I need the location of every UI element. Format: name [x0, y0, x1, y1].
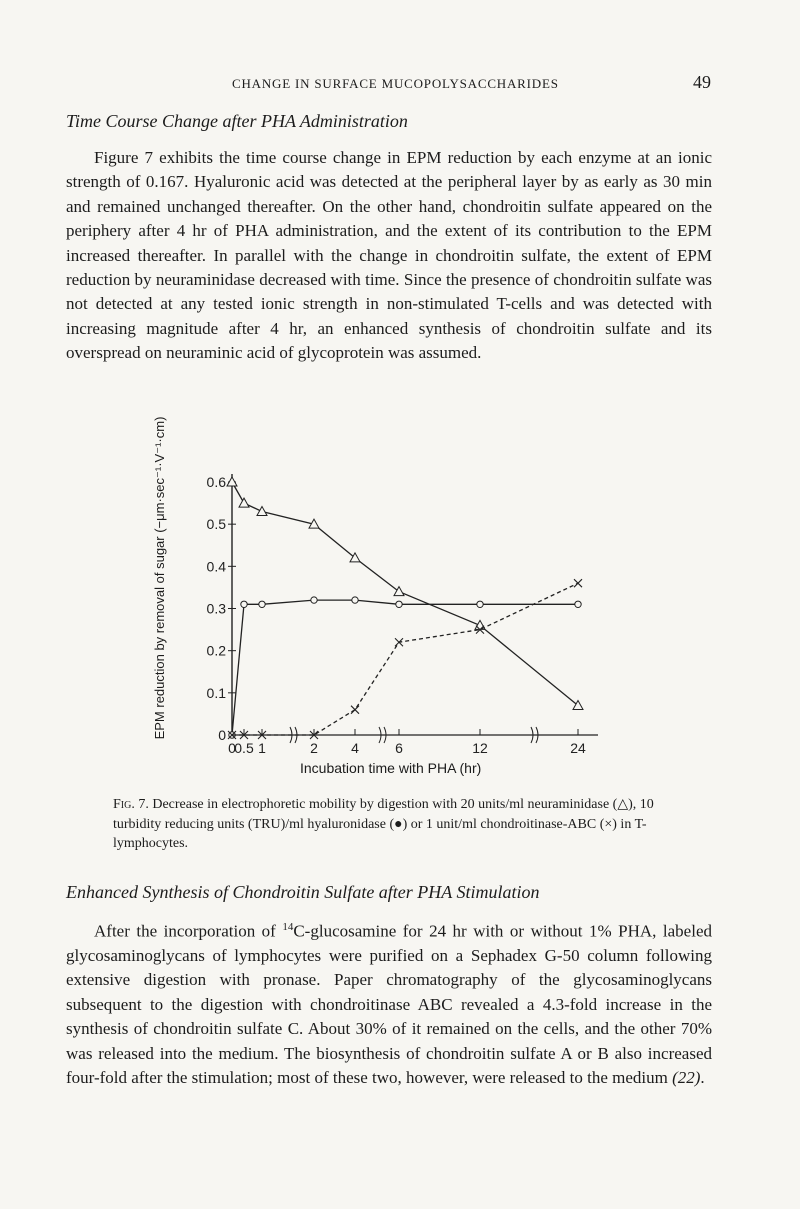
y-tick-label: 0.1 [206, 684, 226, 701]
data-point-circle [352, 597, 358, 603]
page-number: 49 [693, 72, 711, 92]
series-line-circle [232, 600, 578, 735]
series-line-triangle [232, 482, 578, 706]
x-tick-label: 0 [228, 740, 236, 756]
data-point-circle [477, 601, 483, 607]
y-tick-label: 0.6 [206, 474, 226, 490]
paragraph-text-start: After the incorporation of [94, 921, 283, 941]
data-point-circle [259, 601, 265, 607]
x-axis-label: Incubation time with PHA (hr) [300, 760, 482, 776]
data-point-triangle [239, 498, 249, 507]
figure-caption [113, 795, 675, 854]
isotope-superscript: 14 [282, 921, 294, 933]
x-tick-label: 12 [472, 740, 488, 756]
paragraph-enhanced-synthesis [66, 915, 712, 1091]
data-point-triangle [394, 587, 404, 596]
y-tick-label: 0.2 [206, 642, 226, 659]
y-tick-label: 0 [218, 727, 226, 743]
data-point-circle [575, 601, 581, 607]
series-line-cross [232, 583, 578, 735]
x-tick-label: 6 [395, 740, 403, 756]
y-tick-label: 0.3 [206, 600, 226, 617]
data-point-circle [396, 601, 402, 607]
y-tick-label: 0.5 [206, 516, 226, 533]
data-point-cross [574, 579, 582, 587]
data-point-triangle [257, 507, 267, 516]
running-head: CHANGE IN SURFACE MUCOPOLYSACCHARIDES [232, 76, 559, 91]
figure-label: Fig. 7. [113, 797, 149, 812]
citation: (22) [672, 1068, 701, 1088]
caption-text: Decrease in electrophoretic mobility by digestion with 20 units/ml neuraminidase (△), 10 turbidity reducing units (TRU)/ml hyaluronidase (●) or 1 unit/ml chondroitinase-ABC (×) in T-lymphocytes. [113, 797, 654, 851]
data-point-circle [241, 601, 247, 607]
x-tick-label: 0.5 [234, 740, 254, 756]
y-axis-label: EPM reduction by removal of sugar (−μm·sec⁻¹·V⁻¹·cm) [152, 416, 167, 740]
x-tick-label: 24 [570, 740, 586, 756]
paragraph-text: Figure 7 exhibits the time course change in EPM reduction by each enzyme at an ionic strength of 0.167. Hyaluronic acid was detected at the peripheral layer by as early as 30 min and remained unchanged thereafter. On the other hand, chondroitin sulfate appeared on the periphery after 4 hr of PHA administration, and the extent of its contribution to the EPM increased thereafter. In parallel with the change in chondroitin sulfate, the extent of EPM reduction by neuraminidase decreased with time. Since the presence of chondroitin sulfate was not detected at any tested ionic strength in non-stimulated T-cells and was detected with increasing magnitude after 4 hr, an enhanced synthesis of chondroitin sulfate and its overspread on neuraminic acid of glycoprotein was assumed. [66, 148, 712, 363]
section-heading-time-course: Time Course Change after PHA Administration [66, 111, 408, 131]
data-point-circle [311, 597, 317, 603]
paragraph-text-body: C-glucosamine for 24 hr with or without 1% PHA, labeled glycosaminoglycans of lymphocytes were purified on a Sephadex G-50 column following extensive digestion with pronase. Paper chromatography of the glycosaminoglycans subsequent to the digestion with chondroitinase ABC revealed a 4.3-fold increase in the synthesis of chondroitin sulfate C. About 30% of it remained on the cells, and the other 70% was released into the medium. The biosynthesis of chondroitin sulfate A or B also increased four-fold after the stimulation; most of these two, however, were released to the medium [66, 921, 712, 1088]
x-tick-label: 4 [351, 740, 359, 756]
data-point-cross [351, 706, 359, 714]
x-tick-label: 2 [310, 740, 318, 756]
paragraph-text-end: . [700, 1068, 705, 1088]
x-tick-label: 1 [258, 740, 266, 756]
y-tick-label: 0.4 [206, 558, 226, 575]
section-heading-enhanced-synthesis: Enhanced Synthesis of Chondroitin Sulfate after PHA Stimulation [66, 882, 540, 902]
